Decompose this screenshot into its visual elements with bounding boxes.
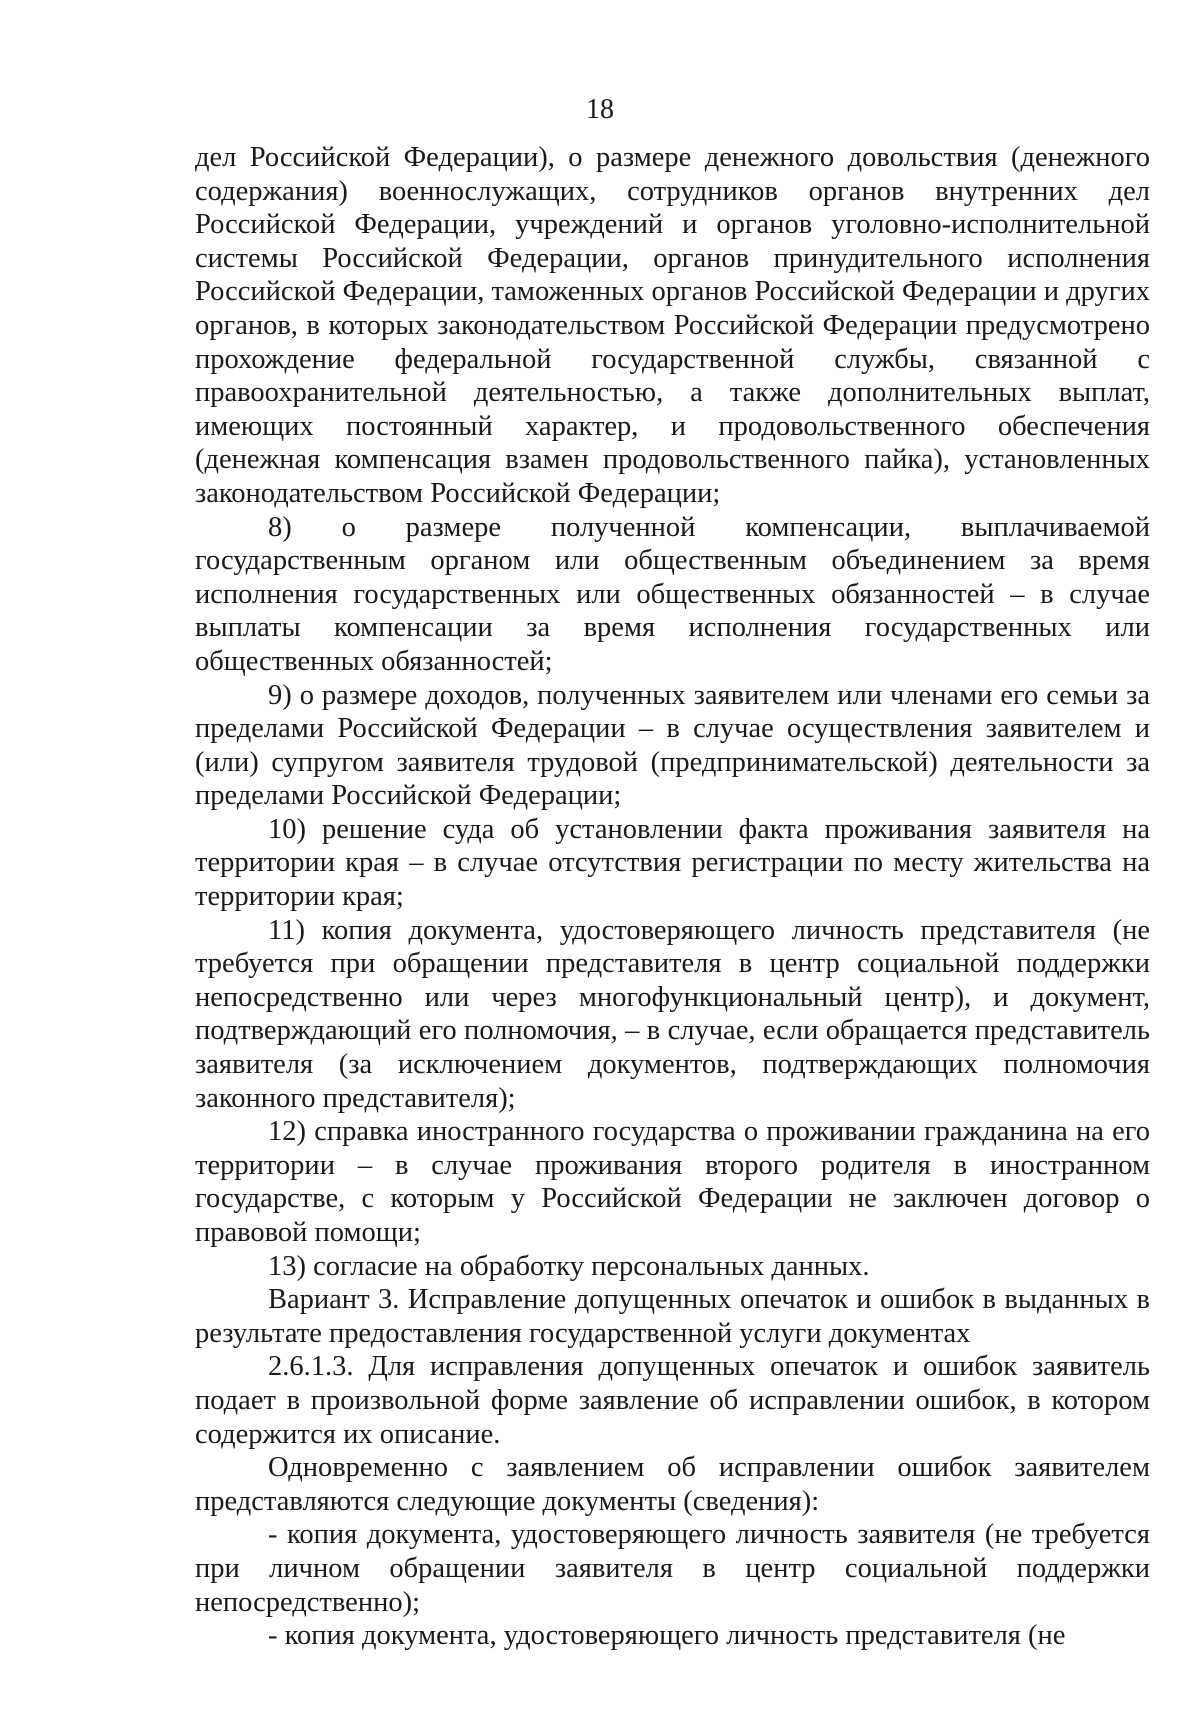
section-heading-variant-3: Вариант 3. Исправление допущенных опечаток и ошибок в выданных в результате предоставления государственной услуги документах: [195, 1284, 1150, 1349]
list-item-12: 12) справка иностранного государства о проживании гражданина на его территории – в случае проживания второго родителя в иностранном государстве, с которым у Российской Федерации не заключен договор о правовой помощи;: [195, 1116, 1150, 1248]
paragraph-documents-intro: Одновременно с заявлением об исправлении ошибок заявителем представляются следующие документы (сведения):: [195, 1452, 1150, 1517]
document-body: [195, 141, 1150, 1653]
paragraph-continuation: дел Российской Федерации), о размере денежного довольствия (денежного содержания) военнослужащих, сотрудников органов внутренних дел Российской Федерации, учреждений и органов уголовно-исполнительной системы Российской Федерации, органов принудительного исполнения Российской Федерации, таможенных органов Российской Федерации и других органов, в которых законодательством Российской Федерации предусмотрено прохождение федеральной государственной службы, связанной с правоохранительной деятельностью, а также дополнительных выплат, имеющих постоянный характер, и продовольственного обеспечения (денежная компенсация взамен продовольственного пайка), установленных законодательством Российской Федерации;: [195, 142, 1150, 509]
list-item-11: 11) копия документа, удостоверяющего личность представителя (не требуется при обращении представителя в центр социальной поддержки непосредственно или через многофункциональный центр), и документ, подтверждающий его полномочия, – в случае, если обращается представитель заявителя (за исключением документов, подтверждающих полномочия законного представителя);: [195, 914, 1150, 1114]
list-item-9: 9) о размере доходов, полученных заявителем или членами его семьи за пределами Российской Федерации – в случае осуществления заявителем и (или) супругом заявителя трудовой (предпринимательской) деятельности за пределами Российской Федерации;: [195, 679, 1150, 812]
list-item-8: 8) о размере полученной компенсации, выплачиваемой государственным органом или общественным объединением за время исполнения государственных или общественных обязанностей – в случае выплаты компенсации за время исполнения государственных или общественных обязанностей;: [195, 511, 1150, 677]
list-item-13: 13) согласие на обработку персональных данных.: [268, 1250, 870, 1282]
page-number: 18: [586, 94, 614, 125]
dash-item-applicant-id: - копия документа, удостоверяющего личность заявителя (не требуется при личном обращении заявителя в центр социальной поддержки непосредственно);: [195, 1519, 1150, 1618]
list-item-10: 10) решение суда об установлении факта проживания заявителя на территории края – в случае отсутствия регистрации по месту жительства на территории края;: [195, 813, 1150, 913]
dash-item-representative-id: - копия документа, удостоверяющего личность представителя (не: [268, 1620, 1066, 1652]
clause-2-6-1-3: 2.6.1.3. Для исправления допущенных опечаток и ошибок заявитель подает в произвольной форме заявление об исправлении ошибок, в котором содержится их описание.: [195, 1351, 1150, 1450]
